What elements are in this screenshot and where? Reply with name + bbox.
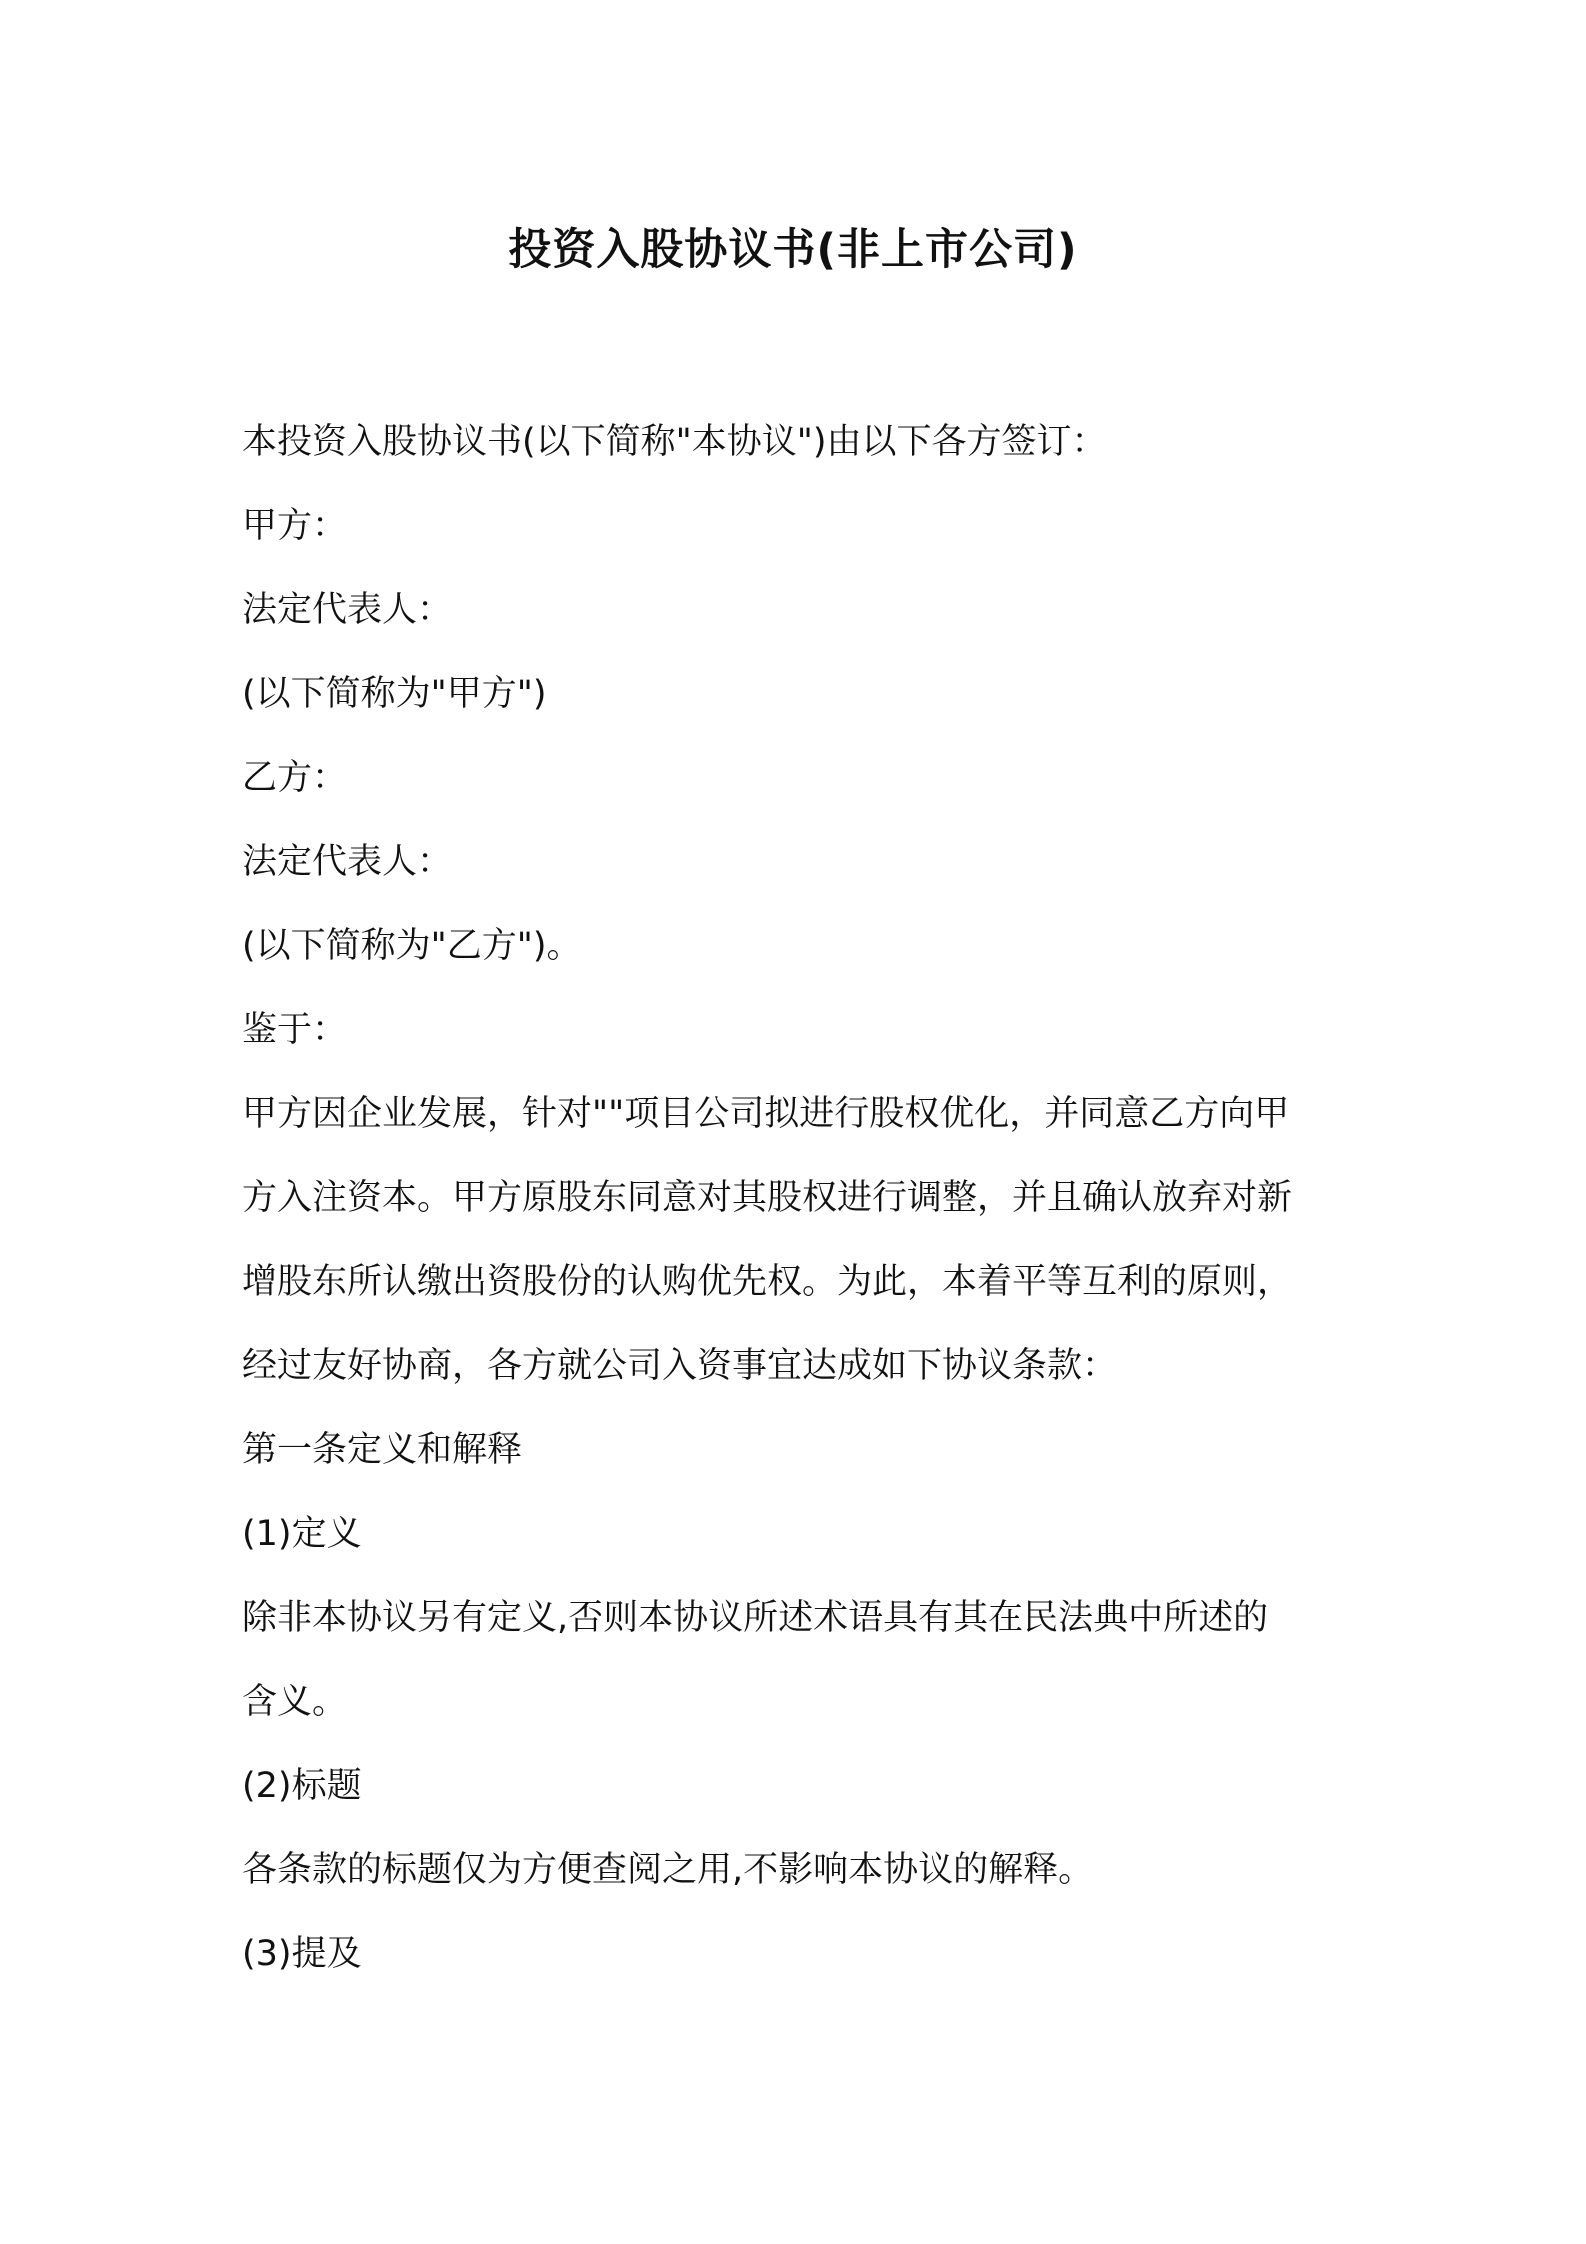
article-1-heading: 第一条定义和解释 bbox=[242, 1430, 523, 1470]
whereas-line-3: 增股东所认缴出资股份的认购优先权。为此，本着平等互利的原则， bbox=[242, 1262, 1293, 1302]
section-2-text: 各条款的标题仅为方便查阅之用,不影响本协议的解释。 bbox=[242, 1850, 1094, 1890]
whereas-line-1: 甲方因企业发展，针对""项目公司拟进行股权优化，并同意乙方向甲 bbox=[242, 1094, 1290, 1134]
intro-line: 本投资入股协议书(以下简称"本协议")由以下各方签订： bbox=[242, 422, 1107, 462]
section-1-heading: (1)定义 bbox=[242, 1514, 362, 1554]
whereas-line-4: 经过友好协商，各方就公司入资事宜达成如下协议条款： bbox=[242, 1346, 1118, 1386]
whereas-line-2: 方入注资本。甲方原股东同意对其股权进行调整，并且确认放弃对新 bbox=[242, 1178, 1293, 1218]
party-b-label: 乙方： bbox=[242, 758, 348, 798]
section-1-text-line-2: 含义。 bbox=[242, 1682, 348, 1722]
section-3-heading: (3)提及 bbox=[242, 1934, 362, 1974]
section-1-text-line-1: 除非本协议另有定义,否则本协议所述术语具有其在民法典中所述的 bbox=[242, 1598, 1269, 1638]
party-a-label: 甲方： bbox=[242, 506, 348, 546]
document-title: 投资入股协议书(非上市公司) bbox=[508, 225, 1078, 275]
party-a-representative: 法定代表人： bbox=[242, 590, 453, 630]
party-b-representative: 法定代表人： bbox=[242, 842, 453, 882]
party-a-alias: (以下简称为"甲方") bbox=[242, 674, 547, 714]
whereas-label: 鉴于： bbox=[242, 1010, 348, 1050]
party-b-alias: (以下简称为"乙方")。 bbox=[242, 926, 582, 966]
document-body bbox=[242, 400, 1352, 1996]
section-2-heading: (2)标题 bbox=[242, 1766, 362, 1806]
